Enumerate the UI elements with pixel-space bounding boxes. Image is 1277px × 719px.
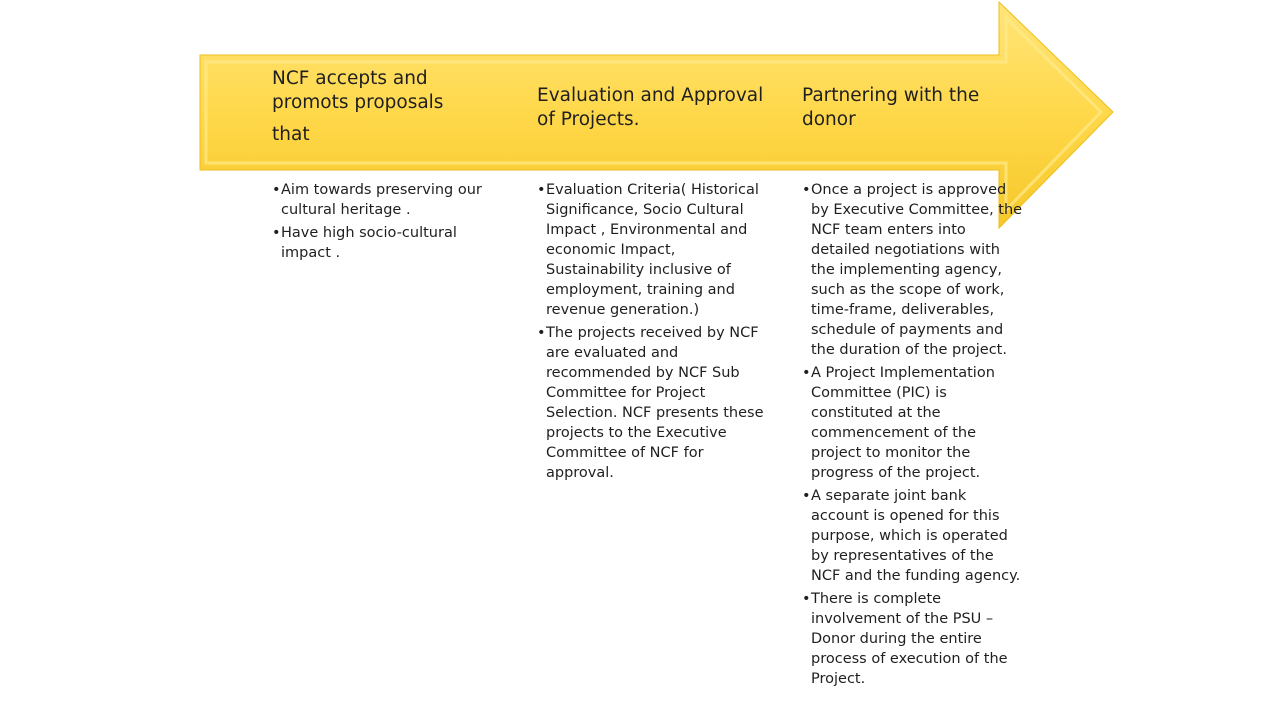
stage-1-bullet-list [272, 180, 502, 266]
bullet-icon: • [802, 591, 811, 607]
bullet-icon: • [537, 325, 546, 341]
stage-2-bullet-list [537, 180, 765, 486]
list-item-text: The projects received by NCF are evaluated and recommended by NCF Sub Committee for Project Selection. NCF presents these projects to the Executive Committee of NCF for approval. [546, 325, 764, 481]
list-item-text: Aim towards preserving our cultural heritage . [281, 182, 482, 218]
list-item [802, 486, 1024, 586]
list-item-text: A separate joint bank account is opened for this purpose, which is operated by representatives of the NCF and the funding agency. [811, 488, 1021, 584]
bullet-icon: • [272, 225, 281, 241]
stage-3-bullet-list [802, 180, 1024, 692]
list-item [272, 223, 502, 263]
stage-2-heading-line: of Projects. [537, 109, 640, 130]
list-item [802, 363, 1024, 483]
stage-3-heading [802, 84, 1022, 132]
bullet-icon: • [802, 182, 811, 198]
list-item [802, 180, 1024, 360]
list-item [802, 589, 1024, 689]
stage-1-heading-line: promots proposals [272, 92, 444, 113]
stage-2-heading [537, 84, 777, 132]
list-item-text: A Project Implementation Committee (PIC) is constituted at the commencement of the project to monitor the progress of the project. [811, 365, 995, 481]
stage-1-heading-line: NCF accepts and [272, 68, 428, 89]
stage-1-heading [272, 67, 512, 147]
list-item-text: There is complete involvement of the PSU – Donor during the entire process of execution of the Project. [811, 591, 1008, 687]
stage-2-heading-line: Evaluation and Approval [537, 85, 764, 106]
list-item-text: Once a project is approved by Executive Committee, the NCF team enters into detailed negotiations with the implementing agency, such as the scope of work, time-frame, deliverables, schedule of payments and the duration of the project. [811, 182, 1023, 358]
bullet-icon: • [537, 182, 546, 198]
list-item-text: Have high socio-cultural impact . [281, 225, 457, 261]
stage-3-heading-line: donor [802, 109, 856, 130]
bullet-icon: • [802, 488, 811, 504]
bullet-icon: • [802, 365, 811, 381]
stage-3-heading-line: Partnering with the [802, 85, 980, 106]
list-item [537, 323, 765, 483]
stage-1-heading-line: that [272, 124, 310, 145]
list-item [272, 180, 502, 220]
list-item-text: Evaluation Criteria( Historical Significance, Socio Cultural Impact , Environmental and economic Impact, Sustainability inclusive of employment, training and revenue generation.) [546, 182, 759, 318]
bullet-icon: • [272, 182, 281, 198]
list-item [537, 180, 765, 320]
